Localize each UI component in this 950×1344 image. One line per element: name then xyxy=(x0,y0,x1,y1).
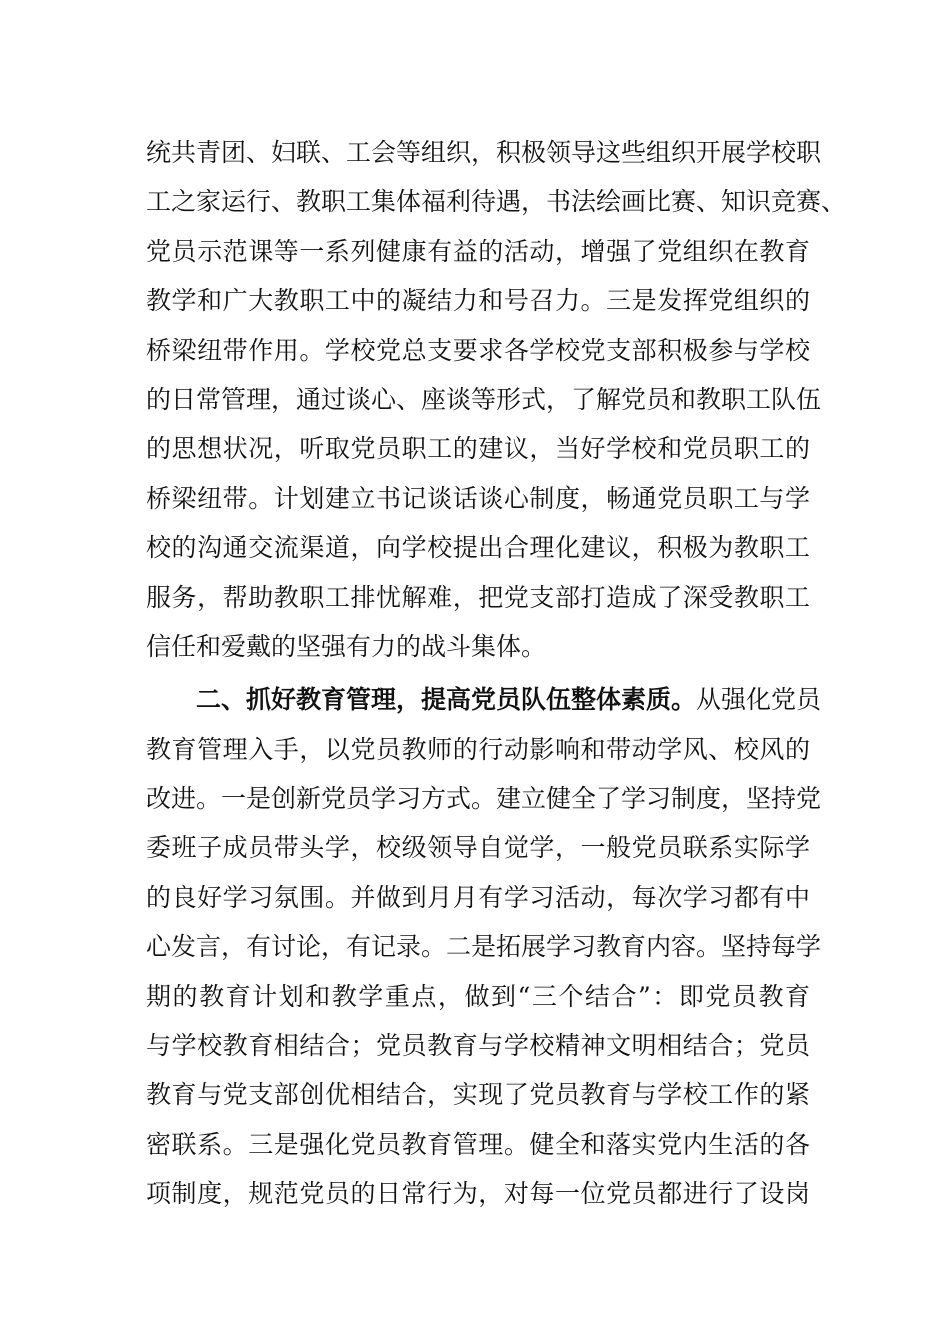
text-line: 校的沟通交流渠道，向学校提出合理化建议，积极为教职工 xyxy=(146,533,810,563)
section-2-first-line xyxy=(146,675,822,724)
section-2-first-line-text: 从强化党员 xyxy=(696,685,822,715)
paragraph-1 xyxy=(146,128,847,671)
text-line: 期的教育计划和教学重点，做到“三个结合”：即党员教育 xyxy=(146,981,810,1011)
section-2-heading: 二、抓好教育管理，提高党员队伍整体素质。 xyxy=(196,685,697,715)
text-line: 心发言，有讨论，有记录。二是拓展学习教育内容。坚持每学 xyxy=(146,932,822,962)
text-line: 教学和广大教职工中的凝结力和号召力。三是发挥党组织的 xyxy=(146,286,810,316)
text-line: 项制度，规范党员的日常行为，对每一位党员都进行了设岗 xyxy=(146,1179,810,1209)
text-line: 桥梁纽带作用。学校党总支要求各学校党支部积极参与学校 xyxy=(146,335,810,365)
text-line: 信任和爱戴的坚强有力的战斗集体。 xyxy=(146,631,547,661)
text-line: 服务，帮助教职工排忧解难，把党支部打造成了深受教职工 xyxy=(146,582,810,612)
text-line: 与学校教育相结合；党员教育与学校精神文明相结合；党员 xyxy=(146,1031,810,1061)
text-line: 改进。一是创新党员学习方式。建立健全了学习制度，坚持党 xyxy=(146,784,822,814)
text-line: 的良好学习氛围。并做到月月有学习活动，每次学习都有中 xyxy=(146,882,810,912)
text-line: 的思想状况，听取党员职工的建议，当好学校和党员职工的 xyxy=(146,434,810,464)
text-line: 教育管理入手，以党员教师的行动影响和带动学风、校风的 xyxy=(146,734,810,764)
paragraph-2 xyxy=(146,675,822,1218)
text-line: 党员示范课等一系列健康有益的活动，增强了党组织在教育 xyxy=(146,236,810,266)
document-body xyxy=(146,128,847,1219)
text-line: 的日常管理，通过谈心、座谈等形式，了解党员和教职工队伍 xyxy=(146,384,822,414)
text-line: 工之家运行、教职工集体福利待遇，书法绘画比赛、知识竞赛、 xyxy=(146,187,847,217)
text-line: 桥梁纽带。计划建立书记谈话谈心制度，畅通党员职工与学 xyxy=(146,483,810,513)
text-line: 密联系。三是强化党员教育管理。健全和落实党内生活的各 xyxy=(146,1129,810,1159)
text-line: 委班子成员带头学，校级领导自觉学，一般党员联系实际学 xyxy=(146,833,810,863)
text-line: 统共青团、妇联、工会等组织，积极领导这些组织开展学校职 xyxy=(146,138,822,167)
text-line: 教育与党支部创优相结合，实现了党员教育与学校工作的紧 xyxy=(146,1080,810,1110)
